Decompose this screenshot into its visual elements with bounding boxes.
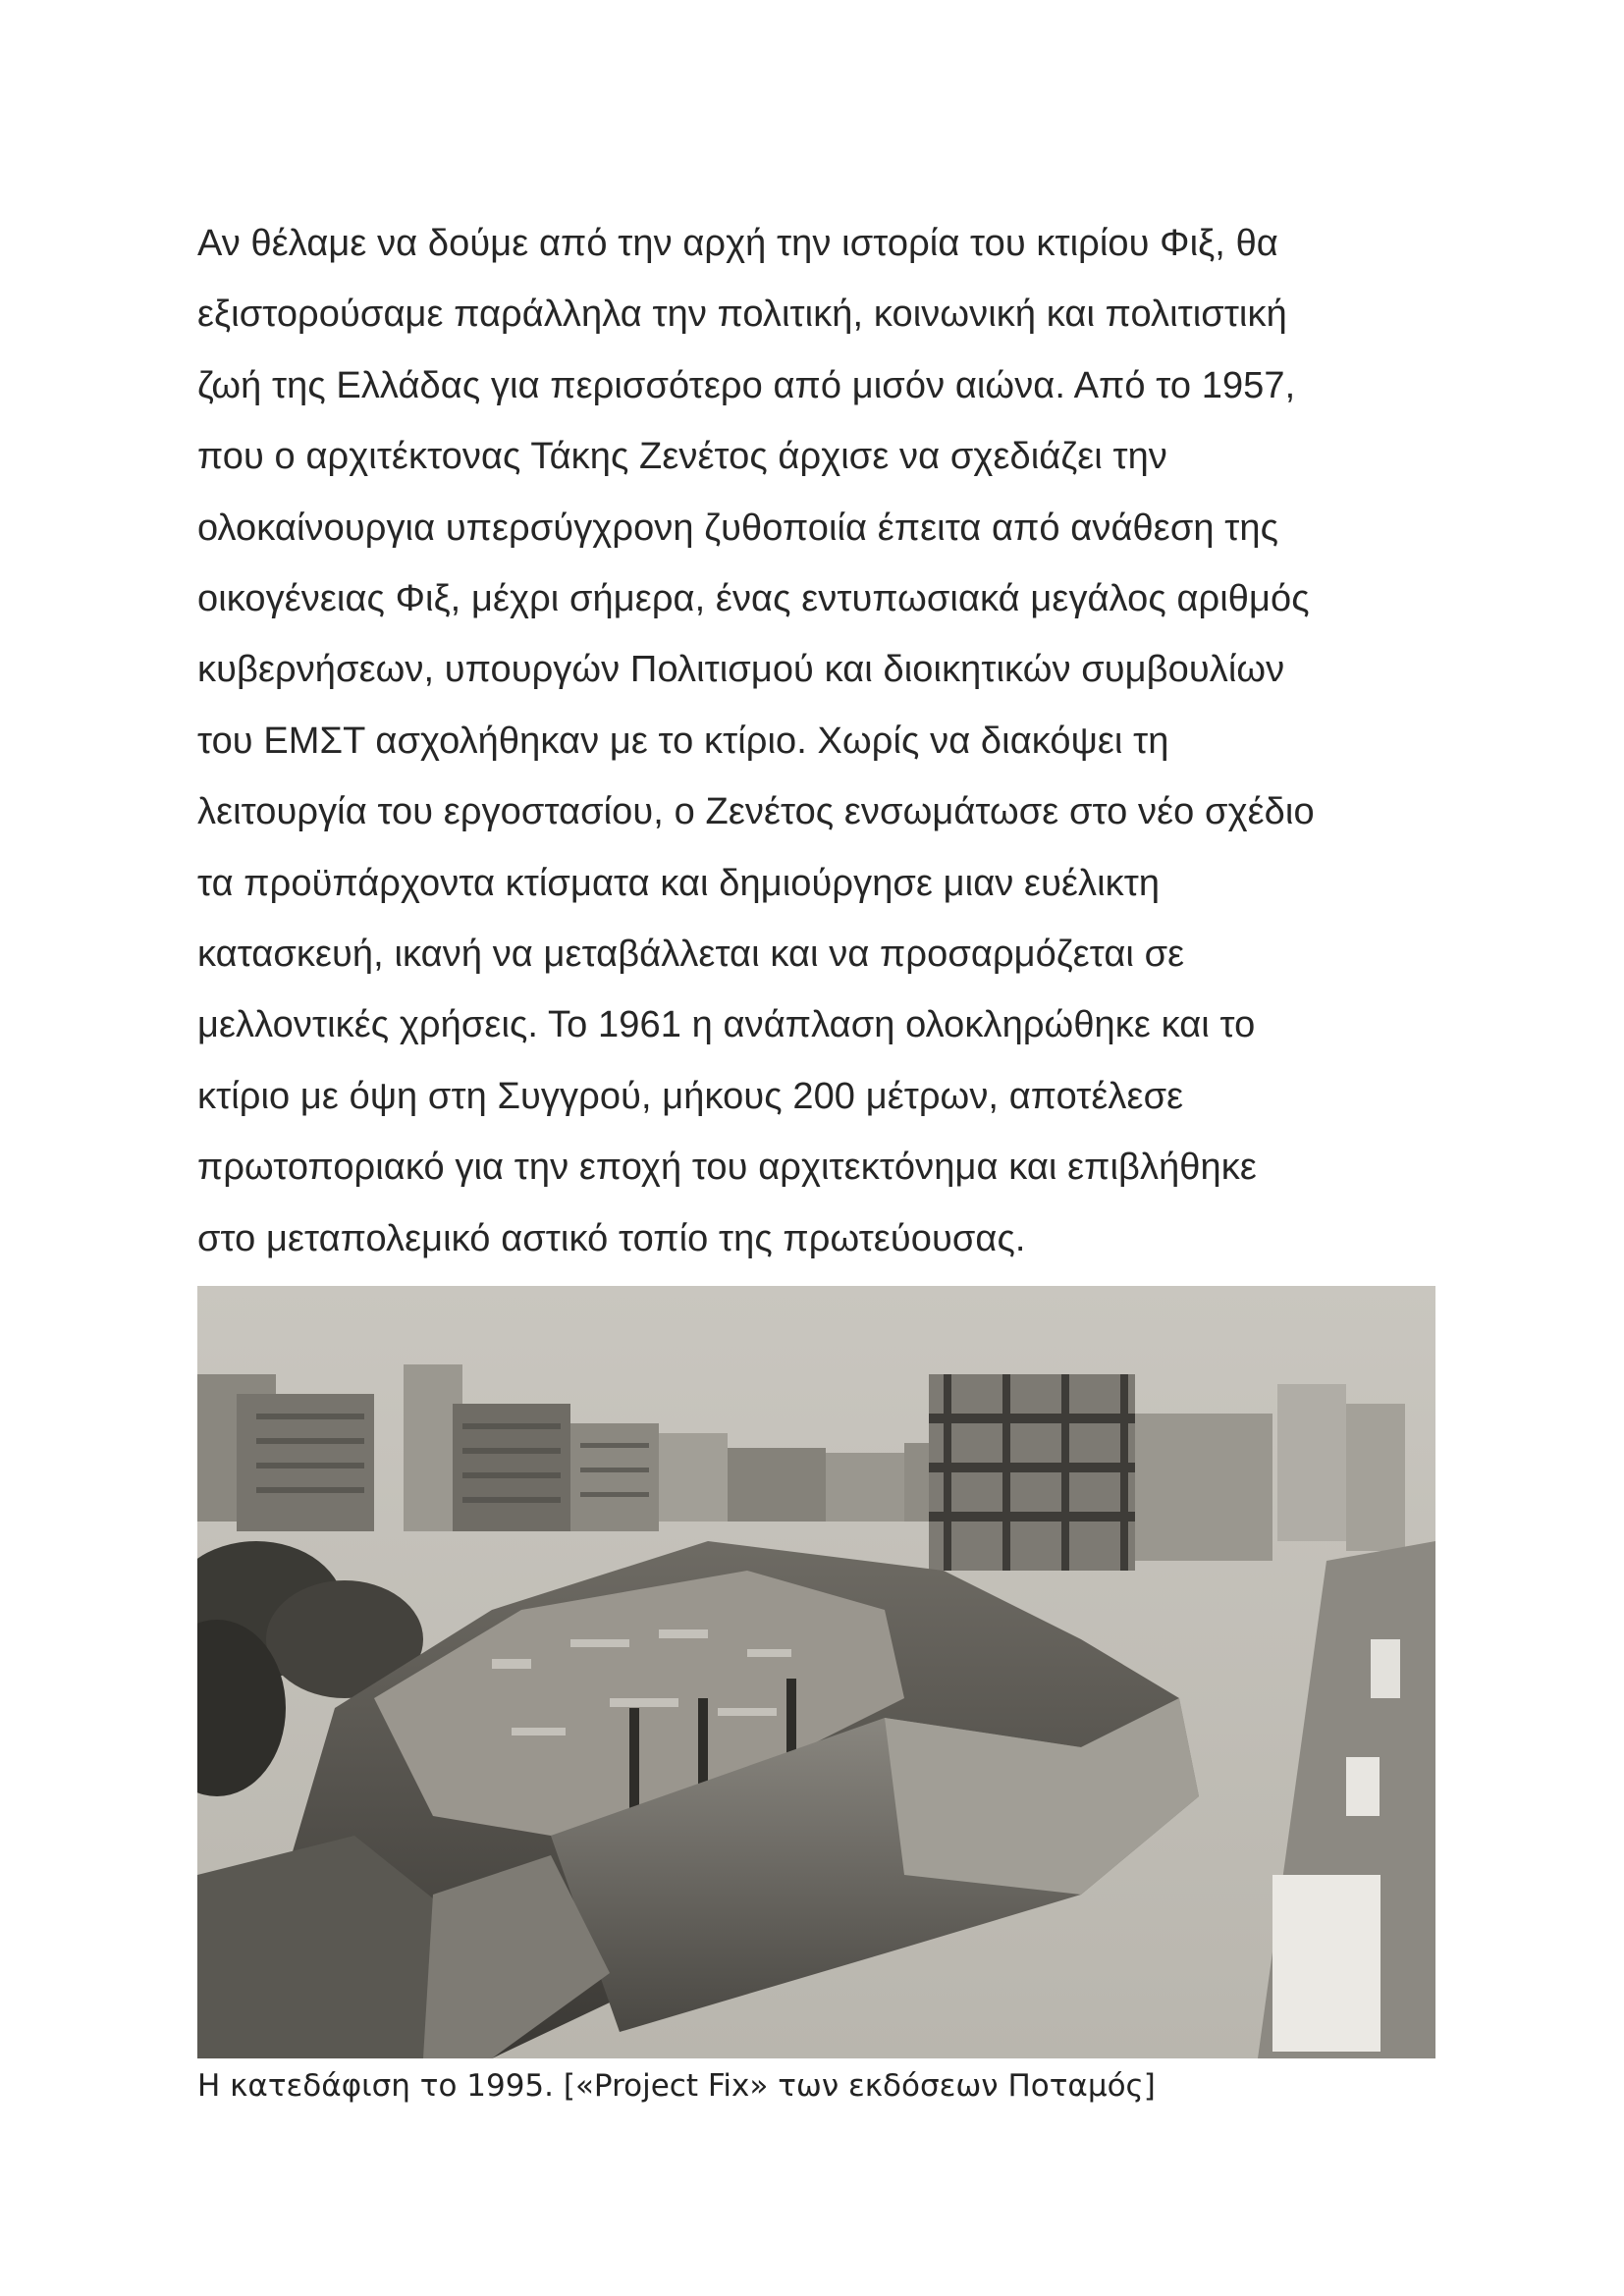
paragraph-line: τα προϋπάρχοντα κτίσματα και δημιούργησε μιαν ευέλικτη	[197, 862, 1161, 904]
paragraph-line: οικογένειας Φιξ, μέχρι σήμερα, ένας εντυπωσιακά μεγάλος αριθμός	[197, 578, 1310, 620]
paragraph-line: που ο αρχιτέκτονας Τάκης Ζενέτος άρχισε να σχεδιάζει την	[197, 436, 1167, 478]
paragraph-line: του ΕΜΣΤ ασχολήθηκαν με το κτίριο. Χωρίς να διακόψει τη	[197, 720, 1169, 762]
paragraph-line: κατασκευή, ικανή να μεταβάλλεται και να προσαρμόζεται σε	[197, 934, 1185, 976]
paragraph-line: ζωή της Ελλάδας για περισσότερο από μισόν αιώνα. Από το 1957,	[197, 364, 1296, 406]
paragraph-line: εξιστορούσαμε παράλληλα την πολιτική, κοινωνική και πολιτιστική	[197, 294, 1287, 336]
paragraph-line: ολοκαίνουργια υπερσύγχρονη ζυθοποιία έπειτα από ανάθεση της	[197, 507, 1279, 549]
paragraph-line: λειτουργία του εργοστασίου, ο Ζενέτος ενσωμάτωσε στο νέο σχέδιο	[197, 791, 1315, 833]
paragraph-line: Αν θέλαμε να δούμε από την αρχή την ιστορία του κτιρίου Φιξ, θα	[197, 223, 1278, 264]
paragraph-line: μελλοντικές χρήσεις. Το 1961 η ανάπλαση ολοκληρώθηκε και το	[197, 1004, 1256, 1046]
paragraph-line: κτίριο με όψη στη Συγγρού, μήκους 200 μέτρων, αποτέλεσε	[197, 1075, 1184, 1117]
paragraph-line: κυβερνήσεων, υπουργών Πολιτισμού και διοικητικών συμβουλίων	[197, 649, 1285, 691]
body-paragraph	[197, 208, 1464, 1274]
demolition-photo	[197, 1286, 1435, 2058]
figure-caption: Η κατεδάφιση το 1995. [«Project Fix» των εκδόσεων Ποταμός]	[197, 2068, 1156, 2104]
paragraph-line: στο μεταπολεμικό αστικό τοπίο της πρωτεύουσας.	[197, 1217, 1026, 1259]
paragraph-line: πρωτοποριακό για την εποχή του αρχιτεκτόνημα και επιβλήθηκε	[197, 1147, 1257, 1189]
